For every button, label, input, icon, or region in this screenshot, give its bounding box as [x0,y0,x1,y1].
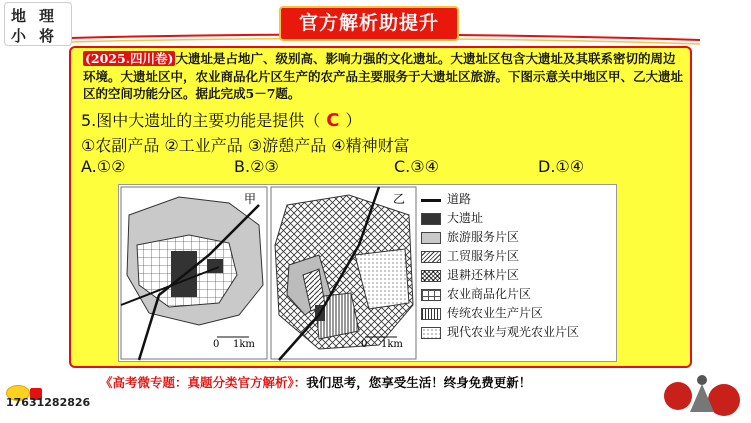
legend-item: 传统农业生产片区 [419,305,579,324]
stem-after: ） [345,111,362,130]
logo-char: 将 [39,27,55,45]
intro-text: 大遗址是占地广、级别高、影响力强的文化遗址。大遗址区包含大遗址及其联系密切的周边环境。大遗址区中，农业商品化片区生产的农产品主要服务于大遗址区旅游。下图示意关中地区甲、乙大遗址区的空间功能分区。据此完成5－7题。 [83,51,684,102]
question-intro [83,50,683,103]
legend-item: 旅游服务片区 [419,229,579,248]
map-b-label: 乙 [393,192,406,206]
question-items: ①农副产品 ②工业产品 ③游憩产品 ④精神财富 [81,136,410,155]
legend-item: 退耕还林片区 [419,267,579,286]
logo [4,2,72,46]
legend-item: 道路 [419,191,579,210]
logo-char: 理 [39,7,55,25]
legend-item: 现代农业与观光农业片区 [419,324,579,343]
footer-slogan: 我们思考，您享受生活！终身免费更新！ [306,375,532,390]
legend-item: 农业商品化片区 [419,286,579,305]
question-stem [81,108,362,131]
map-a-scale-zero: 0 [213,339,220,350]
page-title-banner: 官方解析助提升 [279,6,459,41]
map-b-scale-value: 1km [381,339,403,350]
option-c: C.③④ [394,157,439,176]
map-figure [118,184,617,362]
map-a-label: 甲 [244,192,257,206]
footer-promo-title: 《高考微专题：真题分类官方解析》： [100,375,307,390]
footer-promo [100,373,531,391]
option-a: A.①② [81,157,126,176]
option-d: D.①④ [538,157,585,176]
legend-item: 工贸服务片区 [419,248,579,267]
map-legend [419,191,579,343]
map-a-scale-value: 1km [233,339,255,350]
maps-svg [119,185,418,361]
rider-decoration-icon [662,364,742,420]
option-b: B.②③ [234,157,279,176]
answer-mark: C [326,110,340,131]
legend-item: 大遗址 [419,210,579,229]
logo-char: 小 [11,27,27,45]
stem-before: 5.图中大遗址的主要功能是提供（ [81,111,321,130]
contact-phone: 17631282826 [6,396,91,409]
source-badge: (2025.四川卷) [85,51,174,66]
question-card [69,46,692,368]
map-b-scale-zero: 0 [361,339,368,350]
logo-char: 地 [11,7,27,25]
